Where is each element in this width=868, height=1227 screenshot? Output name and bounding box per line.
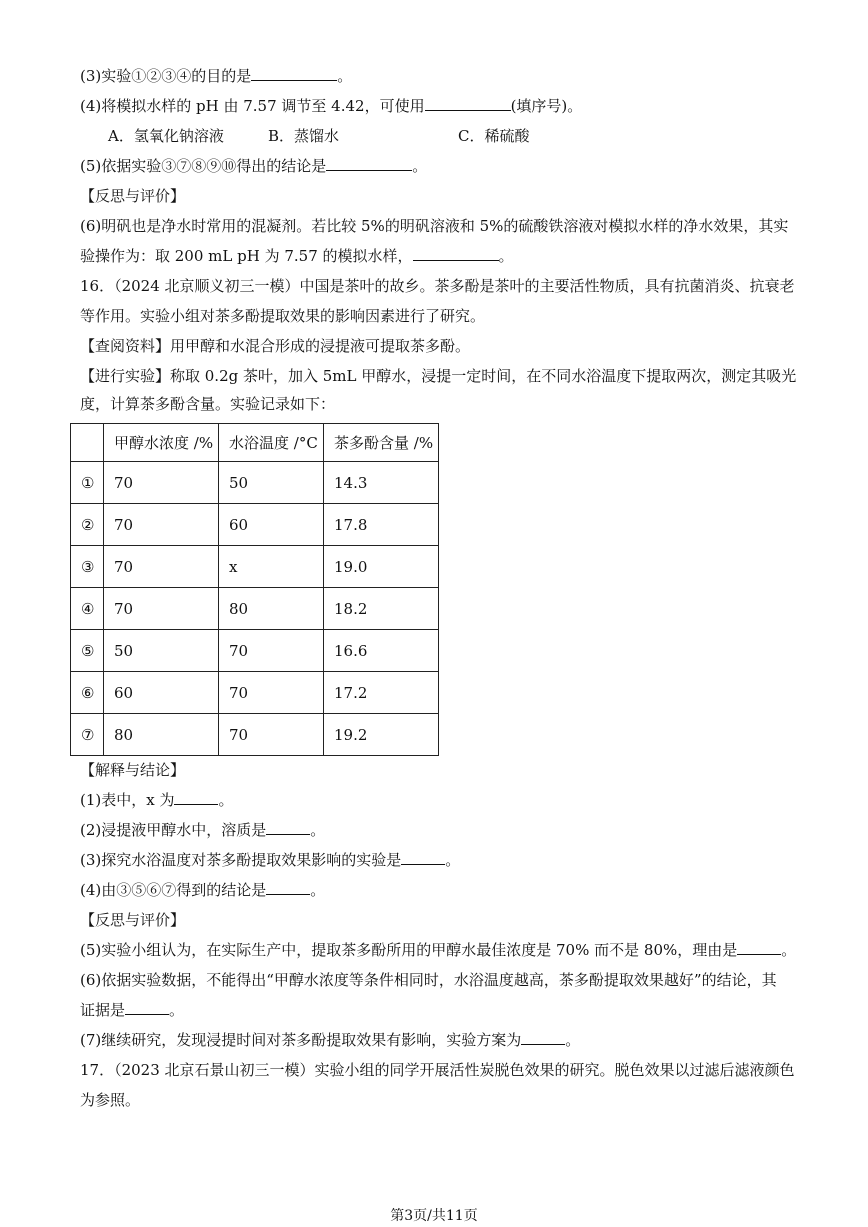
q16-q3 [80,850,460,870]
q16-q6-line2-text: 证据是 [80,1001,126,1019]
answer-blank[interactable] [425,96,511,111]
table-cell: 80 [104,714,219,756]
period: 。 [218,791,234,809]
table-cell: ② [71,504,104,546]
period: 。 [781,941,797,959]
q16-q4-text: (4)由③⑤⑥⑦得到的结论是 [80,881,267,899]
option-b: B．蒸馏水 [268,127,340,145]
table-cell: 17.2 [324,672,439,714]
period: 。 [337,67,353,85]
table-cell: 19.0 [324,546,439,588]
q16-q7-text: (7)继续研究，发现浸提时间对茶多酚提取效果有影响，实验方案为 [80,1031,522,1049]
q16-q3-text: (3)探究水浴温度对茶多酚提取效果影响的实验是 [80,851,402,869]
q15-item3 [80,66,352,86]
table-cell: 70 [219,672,324,714]
table-cell: 70 [104,504,219,546]
q16-q1 [80,790,234,810]
answer-blank[interactable] [251,66,337,81]
table-cell: ⑦ [71,714,104,756]
table-cell: 60 [104,672,219,714]
answer-blank[interactable] [521,1030,565,1045]
q15-item6-line2-text: 验操作为：取 200 mL pH 为 7.57 的模拟水样， [80,247,413,265]
q16-q2 [80,820,325,840]
period: 。 [498,247,514,265]
q16-intro-line2: 等作用。实验小组对茶多酚提取效果的影响因素进行了研究。 [80,307,486,325]
period: 。 [445,851,461,869]
q16-q6-line1: (6)依据实验数据，不能得出“甲醇水浓度等条件相同时，水浴温度越高，茶多酚提取效果越好”的结论，其 [80,971,777,989]
table-cell: ④ [71,588,104,630]
table-header-cell: 水浴温度 /°C [219,424,324,462]
table-cell: 19.2 [324,714,439,756]
q15-item6-line2 [80,246,514,266]
table-cell: ⑥ [71,672,104,714]
table-row [71,630,439,672]
q16-q4 [80,880,325,900]
table-row [71,672,439,714]
answer-blank[interactable] [737,940,781,955]
table-cell: 70 [104,588,219,630]
table-row [71,504,439,546]
answer-blank[interactable] [125,1000,169,1015]
period: 。 [169,1001,185,1019]
q15-item3-text: (3)实验①②③④的目的是 [80,67,252,85]
table-header-cell: 茶多酚含量 /% [324,424,439,462]
table-cell: 60 [219,504,324,546]
q15-item4 [80,96,582,116]
q15-item4-text: (4)将模拟水样的 pH 由 7.57 调节至 4.42，可使用 [80,97,425,115]
table-cell: x [219,546,324,588]
table-row [71,588,439,630]
q16-q6-line2 [80,1000,184,1020]
q16-experiment-line2: 度，计算茶多酚含量。实验记录如下： [80,395,336,413]
table-cell: 50 [104,630,219,672]
q16-q5 [80,940,796,960]
q17-line2: 为参照。 [80,1091,141,1109]
option-c: C．稀硫酸 [458,127,530,145]
q15-options [108,126,529,146]
table-cell: 50 [219,462,324,504]
q15-item4-tail: (填序号)。 [510,97,583,115]
experiment-table [70,423,439,756]
table-row [71,462,439,504]
answer-blank[interactable] [266,820,310,835]
q16-consult: 【查阅资料】用甲醇和水混合形成的浸提液可提取茶多酚。 [80,337,471,355]
answer-blank[interactable] [401,850,445,865]
table-row [71,714,439,756]
table-header-row [71,424,439,462]
table-header-cell [71,424,104,462]
table-cell: 70 [104,546,219,588]
table-cell: ③ [71,546,104,588]
table-cell: 16.6 [324,630,439,672]
table-cell: 14.3 [324,462,439,504]
reflect-heading-2: 【反思与评价】 [80,911,186,929]
page-footer: 第3页/共11页 [390,1208,478,1224]
q16-q1-text: (1)表中，x 为 [80,791,175,809]
reflect-heading: 【反思与评价】 [80,187,186,205]
q16-intro-line1: 16．（2024 北京顺义初三一模）中国是茶叶的故乡。茶多酚是茶叶的主要活性物质，具有抗菌消炎、抗衰老 [80,277,795,295]
explain-heading: 【解释与结论】 [80,761,186,779]
table-header-cell: 甲醇水浓度 /% [104,424,219,462]
q17-line1: 17．（2023 北京石景山初三一模）实验小组的同学开展活性炭脱色效果的研究。脱色效果以过滤后滤液颜色 [80,1061,795,1079]
q16-q7 [80,1030,580,1050]
table-cell: 70 [104,462,219,504]
q16-q5-text: (5)实验小组认为，在实际生产中，提取茶多酚所用的甲醇水最佳浓度是 70% 而不是 80%，理由是 [80,941,738,959]
answer-blank[interactable] [266,880,310,895]
period: 。 [310,821,326,839]
q16-experiment-line1: 【进行实验】称取 0.2g 茶叶，加入 5mL 甲醇水，浸提一定时间，在不同水浴温度下提取两次，测定其吸光 [80,367,797,385]
option-a: A．氢氧化钠溶液 [108,127,224,145]
table-cell: 17.8 [324,504,439,546]
table-row [71,546,439,588]
period: 。 [565,1031,581,1049]
period: 。 [412,157,428,175]
answer-blank[interactable] [326,156,412,171]
table-cell: 18.2 [324,588,439,630]
table-cell: 70 [219,630,324,672]
table-cell: ⑤ [71,630,104,672]
q15-item6-line1: (6)明矾也是净水时常用的混凝剂。若比较 5%的明矾溶液和 5%的硫酸铁溶液对模拟水样的净水效果，其实 [80,217,789,235]
q16-q2-text: (2)浸提液甲醇水中，溶质是 [80,821,267,839]
q15-item5 [80,156,427,176]
table-cell: ① [71,462,104,504]
table-cell: 70 [219,714,324,756]
period: 。 [310,881,326,899]
answer-blank[interactable] [174,790,218,805]
q15-item5-text: (5)依据实验③⑦⑧⑨⑩得出的结论是 [80,157,327,175]
table-cell: 80 [219,588,324,630]
answer-blank[interactable] [413,246,499,261]
